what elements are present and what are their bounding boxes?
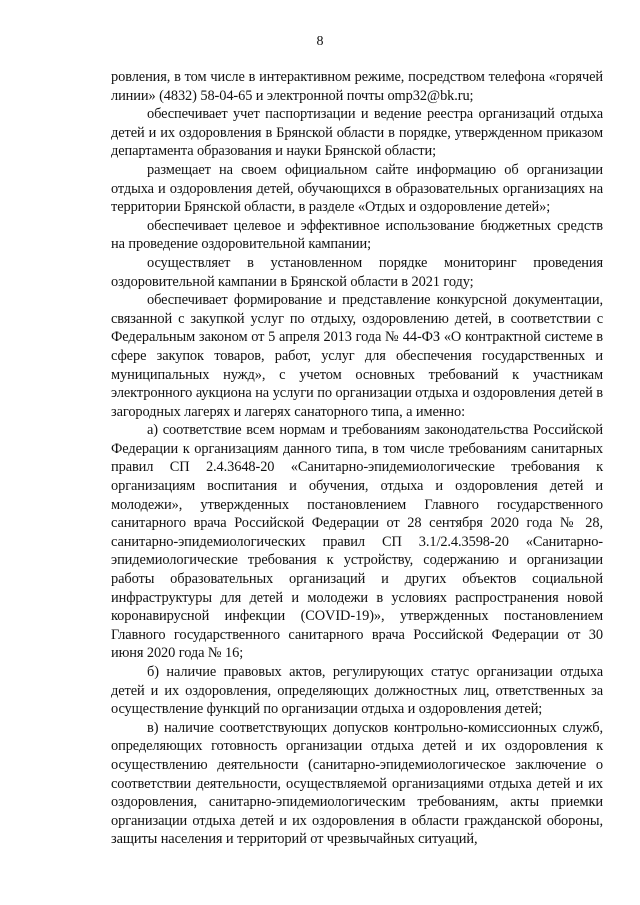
paragraph-tender-docs: обеспечивает формирование и представление конкурсной документации, связанной с закупкой услуг по отдыху, оздоровлению детей, в соответствии с Федеральным законом от 5 апреля 2013 года № 44-ФЗ «О контрактной системе в сфере закупок товаров, работ, услуг для обеспечения государственных и муниципальных нужд», с учетом основных требований к участникам электронного аукциона на услуги по организации отдыха и оздоровления детей в загородных лагерях и лагерях санаторного типа, а именно: <box>111 292 603 420</box>
paragraph-passport-registry: обеспечивает учет паспортизации и ведение реестра организаций отдыха детей и их оздоровления в Брянской области в порядке, утвержденном приказом департамента образования и науки Брянской области; <box>111 106 603 160</box>
paragraph-item-b: б) наличие правовых актов, регулирующих статус организации отдыха детей и их оздоровления, определяющих должностных лиц, ответственных за осуществление функций по организации отдыха и оздоровления детей; <box>111 664 603 718</box>
paragraph-website-info: размещает на своем официальном сайте информацию об организации отдыха и оздоровления детей, обучающихся в образовательных организациях на территории Брянской области, в разделе «Отдых и оздоровление детей»; <box>111 161 603 216</box>
page-number: 8 <box>316 34 324 49</box>
paragraph-monitoring: осуществляет в установленном порядке мониторинг проведения оздоровительной кампании в Брянской области в 2021 году; <box>111 254 603 290</box>
paragraph-item-a: а) соответствие всем нормам и требованиям законодательства Российской Федерации к организациям данного типа, в том числе требованиям санитарных правил СП 2.4.3648-20 «Санитарно-эпидемиологические требования к организациям воспитания и обучения, отдыха и оздоровления детей и молодежи», утвержденных постановлением Главного государственного санитарного врача Российской Федерации от 28 сентября 2020 года № 28, санитарно-эпидемиологических правил СП 3.1/2.4.3598-20 «Санитарно-эпидемиологические требования к устройству, содержанию и организации работы образовательных организаций и других объектов социальной инфраструктуры для детей и молодежи в условиях распространения новой коронавирусной инфекции (COVID-19)», утвержденных постановлением Главного государственного санитарного врача Российской Федерации от 30 июня 2020 года № 16; <box>111 422 603 662</box>
paragraph-continuation: ровления, в том числе в интерактивном режиме, посредством телефона «горячей линии» (4832) 58-04-65 и электронной почты omp32@bk.ru; <box>111 69 603 104</box>
paragraph-budget-use: обеспечивает целевое и эффективное использование бюджетных средств на проведение оздоровительной кампании; <box>111 217 603 253</box>
paragraph-item-v: в) наличие соответствующих допусков контрольно-комиссионных служб, определяющих готовность организации отдыха детей и их оздоровления к осуществлению деятельности (санитарно-эпидемиологическое заключение о соответствии деятельности, осуществляемой организациями отдыха детей и их оздоровления, санитарно-эпидемиологическим требованиям, акты приемки организации отдыха детей и их оздоровления в области гражданской обороны, защиты населения и территорий от чрезвычайных ситуаций, <box>111 719 603 848</box>
document-body <box>111 68 603 849</box>
